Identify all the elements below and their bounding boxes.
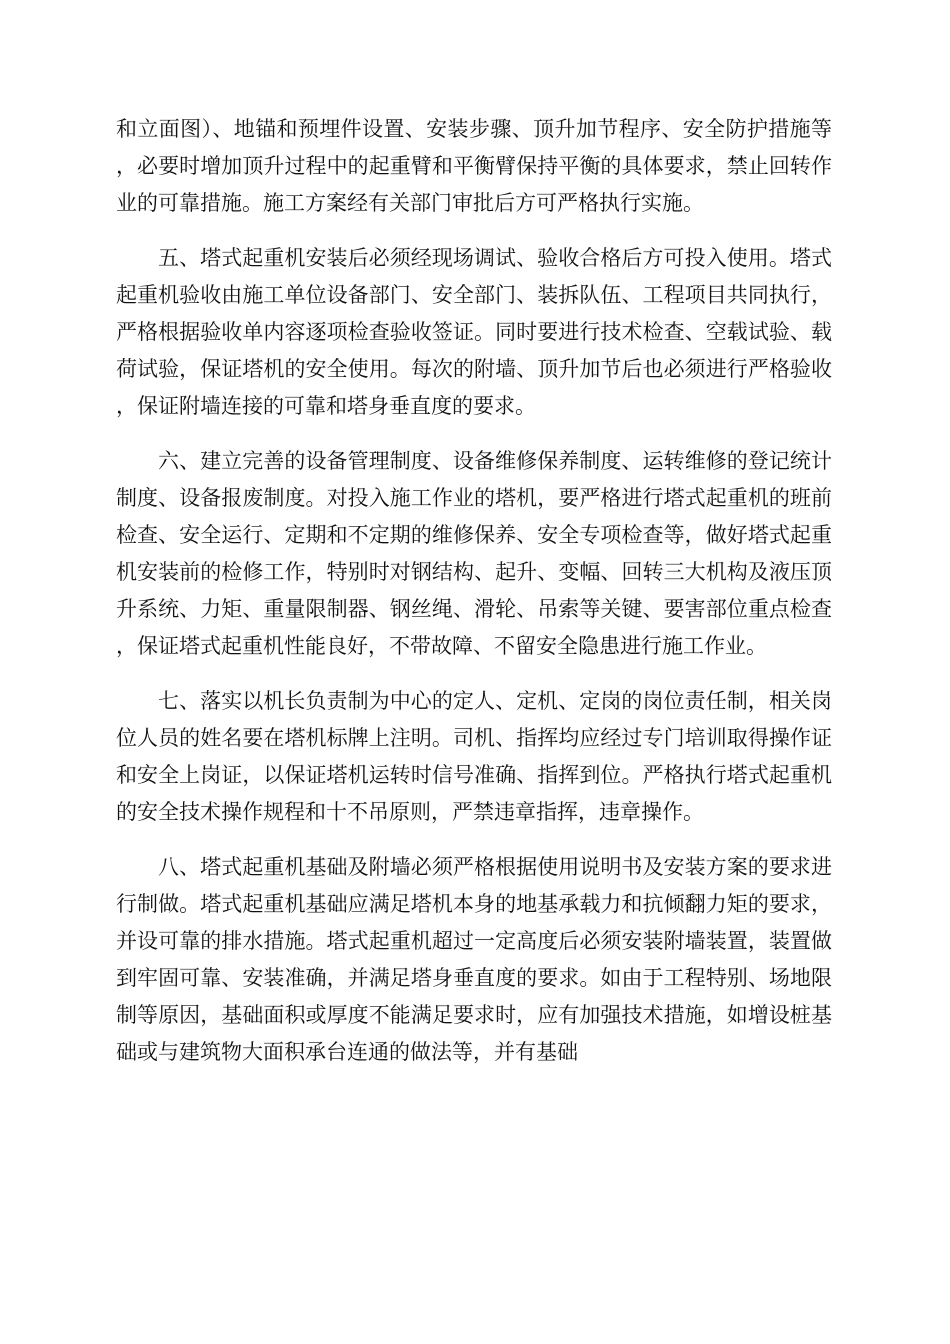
paragraph-section-7: 七、落实以机长负责制为中心的定人、定机、定岗的岗位责任制，相关岗位人员的姓名要在塔机标牌上注明。司机、指挥均应经过专门培训取得操作证和安全上岗证，以保证塔机运转时信号准确、指挥到位。严格执行塔式起重机的安全技术操作规程和十不吊原则，严禁违章指挥，违章操作。	[116, 689, 832, 824]
paragraph-continuation: 和立面图）、地锚和预埋件设置、安装步骤、顶升加节程序、安全防护措施等，必要时增加顶升过程中的起重臂和平衡臂保持平衡的具体要求，禁止回转作业的可靠措施。施工方案经有关部门审批后方可严格执行实施。	[116, 117, 832, 215]
paragraph-section-8: 八、塔式起重机基础及附墙必须严格根据使用说明书及安装方案的要求进行制做。塔式起重机基础应满足塔机本身的地基承载力和抗倾翻力矩的要求，并设可靠的排水措施。塔式起重机超过一定高度后必须安装附墙装置，装置做到牢固可靠、安装准确，并满足塔身垂直度的要求。如由于工程特别、场地限制等原因，基础面积或厚度不能满足要求时，应有加强技术措施，如增设桩基础或与建筑物大面积承台连通的做法等，并有基础	[116, 855, 832, 1064]
paragraph-section-6: 六、建立完善的设备管理制度、设备维修保养制度、运转维修的登记统计制度、设备报废制度。对投入施工作业的塔机，要严格进行塔式起重机的班前检查、安全运行、定期和不定期的维修保养、安全专项检查等，做好塔式起重机安装前的检修工作，特别时对钢结构、起升、变幅、回转三大机构及液压顶升系统、力矩、重量限制器、钢丝绳、滑轮、吊索等关键、要害部位重点检查，保证塔式起重机性能良好，不带故障、不留安全隐患进行施工作业。	[116, 449, 832, 658]
document-body	[116, 111, 832, 1071]
paragraph-section-5: 五、塔式起重机安装后必须经现场调试、验收合格后方可投入使用。塔式起重机验收由施工单位设备部门、安全部门、装拆队伍、工程项目共同执行，严格根据验收单内容逐项检查验收签证。同时要进行技术检查、空载试验、载荷试验，保证塔机的安全使用。每次的附墙、顶升加节后也必须进行严格验收，保证附墙连接的可靠和塔身垂直度的要求。	[116, 246, 832, 418]
